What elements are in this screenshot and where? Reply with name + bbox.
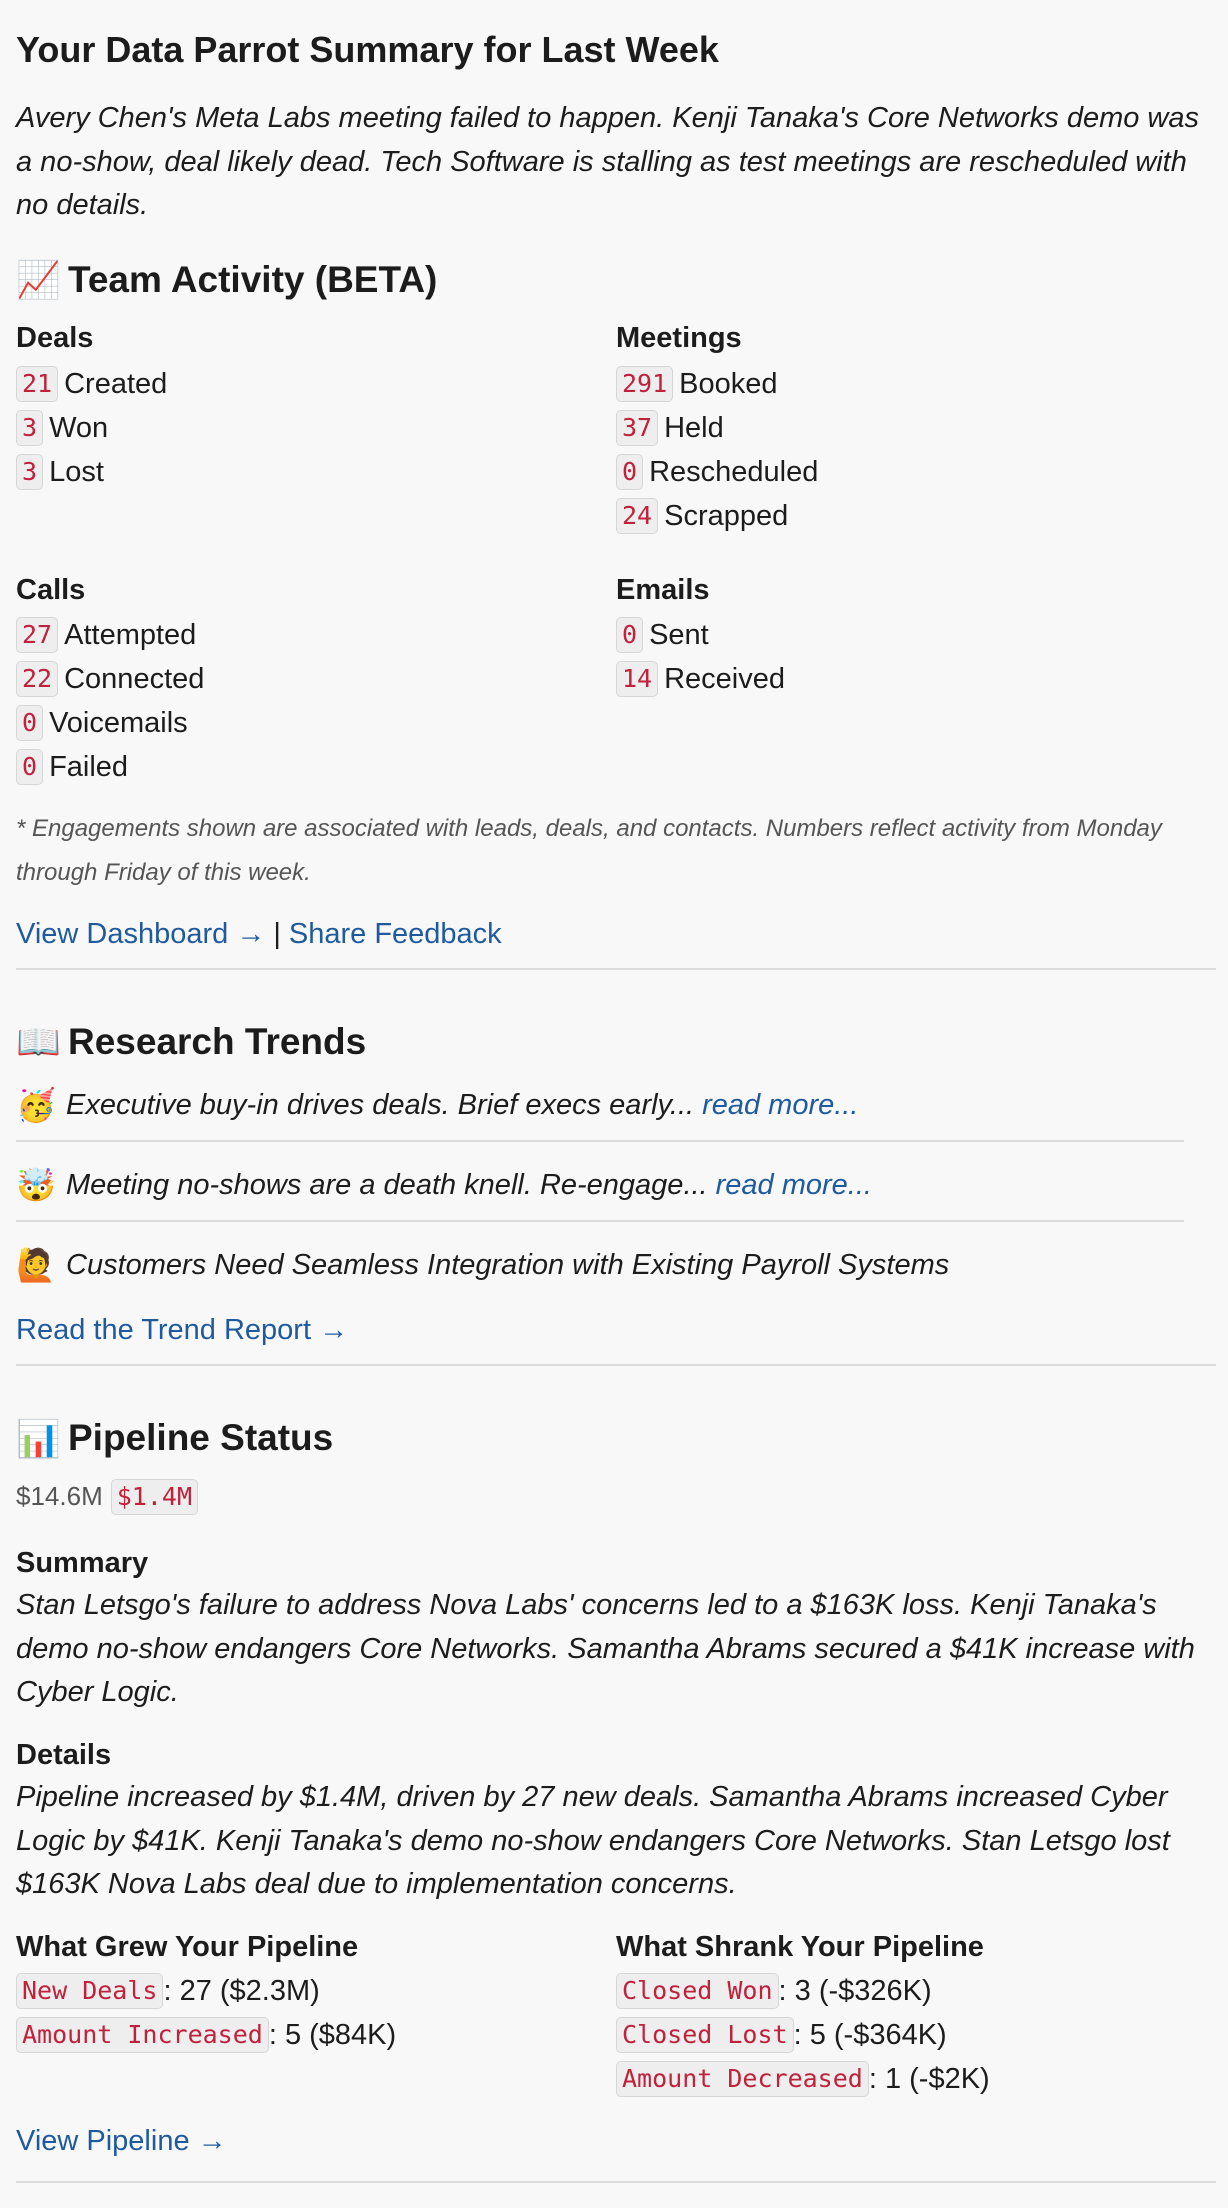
stat-label: Held xyxy=(664,411,724,444)
stat-row xyxy=(616,362,1216,406)
stat-row xyxy=(616,406,1216,450)
change-row xyxy=(616,2057,1216,2101)
emails-heading: Emails xyxy=(616,573,710,606)
stat-label: Sent xyxy=(649,619,709,652)
read-more-link[interactable]: read more... xyxy=(715,1168,872,1201)
stat-row xyxy=(616,450,1216,494)
stat-count: 21 xyxy=(16,366,58,402)
pipeline-details xyxy=(16,1737,1184,1907)
raising-hand-icon: 🙋 xyxy=(16,1247,56,1284)
page-title: Your Data Parrot Summary for Last Week xyxy=(16,29,719,70)
summary-text: Stan Letsgo's failure to address Nova Labs' concerns led to a $163K loss. Kenji Tanaka's demo no-show endangers Core Networks. Samantha Abrams secured a $41K increase with Cyber Logic. xyxy=(16,1589,1195,1709)
activity-links xyxy=(16,912,1184,956)
trend-text: Executive buy-in drives deals. Brief execs early... xyxy=(66,1088,695,1121)
meetings-block xyxy=(616,320,1216,538)
view-dashboard-link[interactable]: View Dashboard → xyxy=(16,917,266,950)
read-more-link[interactable]: read more... xyxy=(702,1088,859,1121)
meetings-heading: Meetings xyxy=(616,322,742,355)
stat-row xyxy=(16,450,616,494)
change-row xyxy=(616,2013,1216,2057)
stat-row xyxy=(16,745,616,789)
stat-label: Connected xyxy=(64,663,205,696)
stat-row xyxy=(616,494,1216,538)
pipeline-status-heading xyxy=(16,1416,1184,1460)
stat-count: 27 xyxy=(16,617,58,653)
trend-report-row xyxy=(16,1308,1184,1352)
engagement-note: * Engagements shown are associated with leads, deals, and contacts. Numbers reflect activity from Monday through Friday of this week. xyxy=(16,815,1162,886)
change-row xyxy=(616,1969,1216,2013)
stat-count: 37 xyxy=(616,410,658,446)
summary-heading: Summary xyxy=(16,1546,149,1579)
section-divider xyxy=(16,968,1216,970)
exploding-head-icon: 🤯 xyxy=(16,1167,56,1204)
trend-item xyxy=(16,1152,1184,1218)
research-trends-heading xyxy=(16,1020,1184,1064)
change-value: : 5 ($84K) xyxy=(268,2018,397,2051)
open-book-icon: 📖 xyxy=(16,1021,61,1063)
stat-count: 0 xyxy=(616,454,643,490)
stat-label: Scrapped xyxy=(664,499,789,532)
stat-label: Booked xyxy=(679,367,778,400)
section-divider xyxy=(16,2181,1216,2183)
stat-count: 3 xyxy=(16,454,43,490)
pipeline-totals xyxy=(16,1479,1184,1515)
grew-block xyxy=(16,1929,616,2101)
stat-label: Rescheduled xyxy=(649,455,819,488)
change-value: : 1 (-$2K) xyxy=(868,2062,990,2095)
calls-block xyxy=(16,572,616,790)
emails-block xyxy=(616,572,1216,790)
deals-block xyxy=(16,320,616,538)
change-tag: Closed Won xyxy=(616,1973,779,2009)
stat-label: Attempted xyxy=(64,619,197,652)
shrank-heading: What Shrank Your Pipeline xyxy=(616,1930,984,1963)
change-value: : 27 ($2.3M) xyxy=(163,1974,320,2007)
activity-grid xyxy=(16,320,1184,823)
pipeline-status-title: Pipeline Status xyxy=(68,1417,334,1459)
stat-count: 0 xyxy=(16,749,43,785)
team-activity-title: Team Activity (BETA) xyxy=(68,258,438,300)
link-separator: | xyxy=(273,917,281,950)
pipeline-total: $14.6M xyxy=(16,1481,103,1512)
pipeline-changes-grid xyxy=(16,1929,1184,2101)
stat-row xyxy=(16,362,616,406)
change-row xyxy=(16,2013,616,2057)
change-value: : 3 (-$326K) xyxy=(778,1974,932,2007)
change-tag: Amount Decreased xyxy=(616,2061,869,2097)
stat-count: 22 xyxy=(16,661,58,697)
view-pipeline-row xyxy=(16,2119,1184,2163)
change-tag: Closed Lost xyxy=(616,2017,794,2053)
stat-count: 14 xyxy=(616,661,658,697)
stat-row xyxy=(616,657,1216,701)
stat-label: Lost xyxy=(49,455,104,488)
stat-label: Created xyxy=(64,367,168,400)
shrank-block xyxy=(616,1929,1216,2101)
change-tag: New Deals xyxy=(16,1973,163,2009)
trend-divider xyxy=(16,1140,1184,1142)
trend-divider xyxy=(16,1220,1184,1222)
stat-row xyxy=(616,613,1216,657)
view-pipeline-link[interactable]: View Pipeline → xyxy=(16,2124,227,2157)
stat-count: 24 xyxy=(616,498,658,534)
trend-report-link[interactable]: Read the Trend Report → xyxy=(16,1314,349,1347)
deals-heading: Deals xyxy=(16,322,94,355)
chart-increasing-icon: 📈 xyxy=(16,259,61,301)
share-feedback-link[interactable]: Share Feedback xyxy=(288,917,502,950)
stat-row xyxy=(16,613,616,657)
section-divider xyxy=(16,1364,1216,1366)
pipeline-change-badge: $1.4M xyxy=(111,1479,198,1515)
stat-label: Voicemails xyxy=(49,707,188,740)
intro-text: Avery Chen's Meta Labs meeting failed to happen. Kenji Tanaka's Core Networks demo was a no-show, deal likely dead. Tech Software is stalling as test meetings are rescheduled with no details. xyxy=(16,102,1199,222)
details-heading: Details xyxy=(16,1738,112,1771)
stat-label: Failed xyxy=(49,751,129,784)
stat-count: 0 xyxy=(616,617,643,653)
stat-count: 3 xyxy=(16,410,43,446)
trend-text: Customers Need Seamless Integration with Existing Payroll Systems xyxy=(66,1248,950,1281)
grew-heading: What Grew Your Pipeline xyxy=(16,1930,359,1963)
stat-label: Received xyxy=(664,663,786,696)
trend-text: Meeting no-shows are a death knell. Re-engage... xyxy=(66,1168,708,1201)
stat-count: 0 xyxy=(16,705,43,741)
pipeline-summary xyxy=(16,1545,1195,1715)
stat-count: 291 xyxy=(616,366,673,402)
stat-label: Won xyxy=(49,411,109,444)
stat-row xyxy=(16,657,616,701)
team-activity-heading xyxy=(16,258,1184,302)
stat-row xyxy=(16,701,616,745)
bar-chart-icon: 📊 xyxy=(16,1417,61,1459)
trend-item xyxy=(16,1232,1184,1298)
change-value: : 5 (-$364K) xyxy=(793,2018,947,2051)
trend-item xyxy=(16,1072,1184,1138)
change-tag: Amount Increased xyxy=(16,2017,269,2053)
party-face-icon: 🥳 xyxy=(16,1087,56,1124)
research-trends-title: Research Trends xyxy=(68,1020,367,1062)
details-text: Pipeline increased by $1.4M, driven by 27 new deals. Samantha Abrams increased Cyber Logic by $41K. Kenji Tanaka's demo no-show endangers Core Networks. Stan Letsgo lost $163K Nova Labs deal due to implementation concerns. xyxy=(16,1781,1170,1901)
calls-heading: Calls xyxy=(16,573,86,606)
change-row xyxy=(16,1969,616,2013)
stat-row xyxy=(16,406,616,450)
